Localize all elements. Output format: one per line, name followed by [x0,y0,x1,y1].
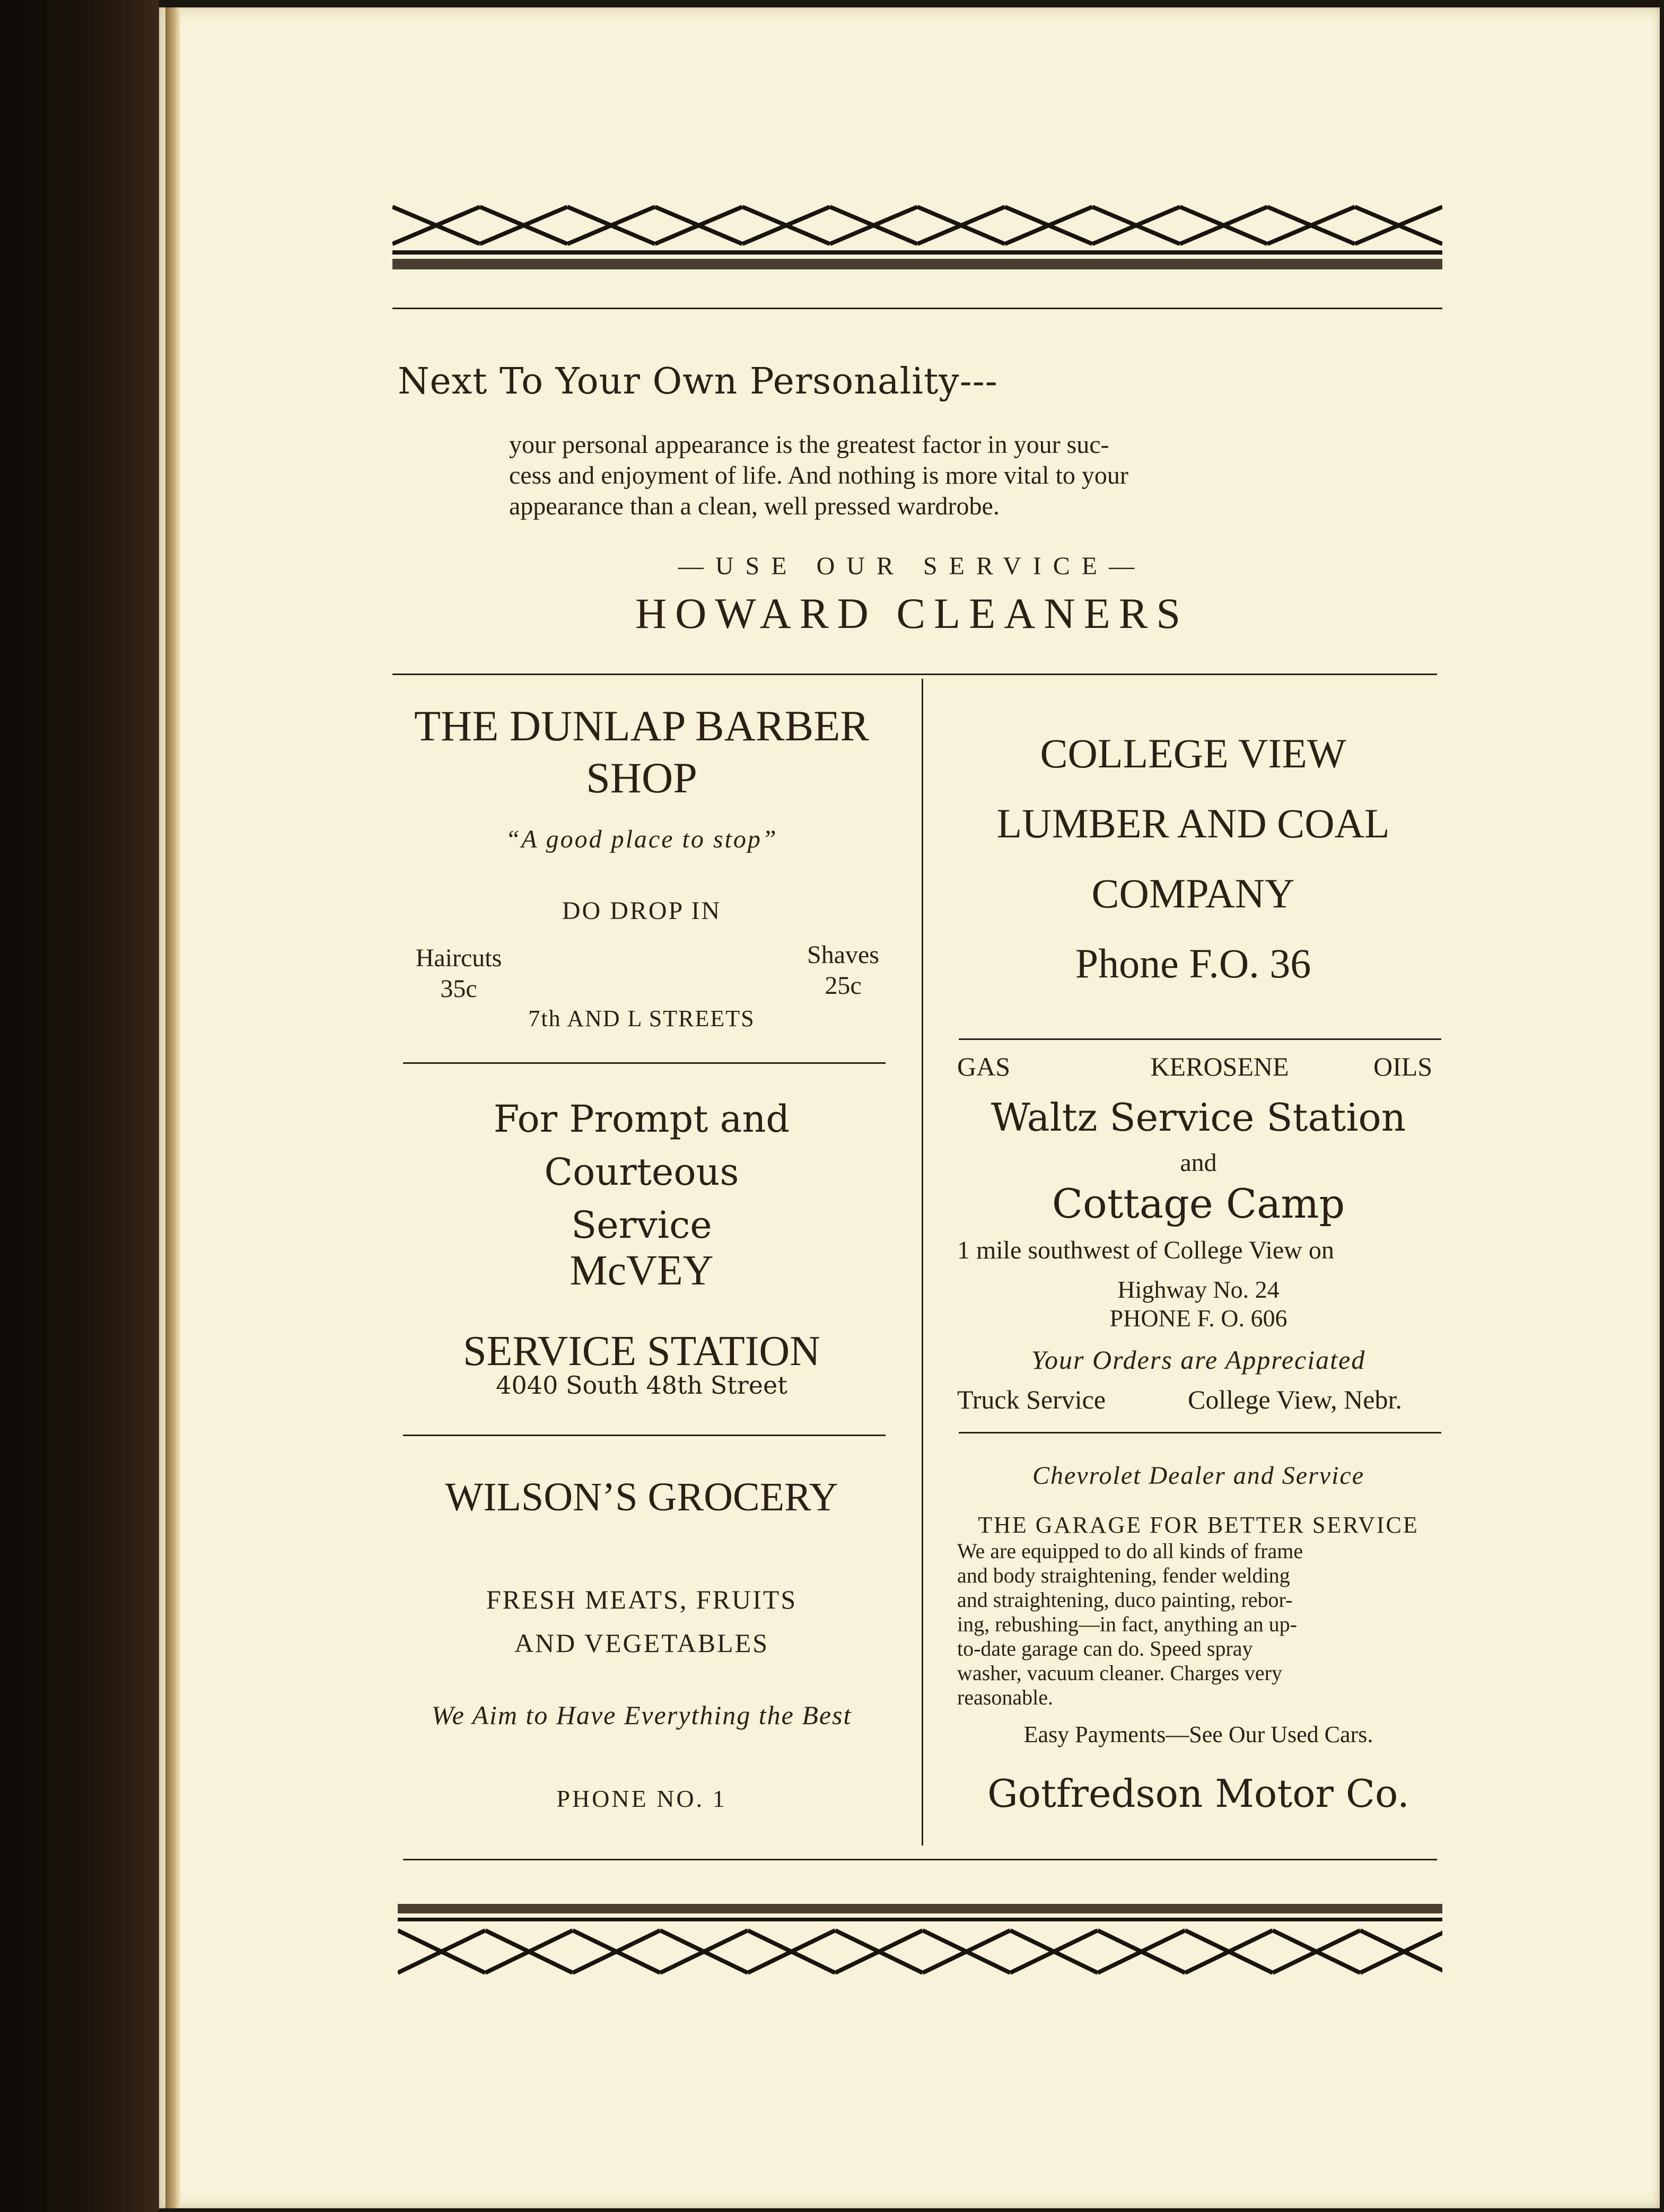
ornament-cross [1185,1930,1273,1973]
haircuts-label: Haircuts [415,944,502,972]
waltz-truck-service: Truck Service [957,1385,1106,1414]
gotfredson-desc-line: washer, vacuum cleaner. Charges very [957,1661,1282,1685]
howard-body [509,430,1326,522]
haircuts-price: 35c [440,975,477,1003]
gotfredson-desc-line: We are equipped to do all kinds of frame [957,1539,1303,1563]
ornament-cross [480,207,567,244]
ornament-cross [398,1930,485,1973]
top-cross-pattern [392,207,1442,244]
waltz-and: and [1180,1149,1217,1177]
page-edge [165,7,180,2208]
gotfredson-description [957,1539,1445,1710]
ornament-cross [1360,1930,1442,1973]
top-decorative-border [392,191,1442,276]
mcvey-name-line2: SERVICE STATION [463,1328,820,1375]
ornament-cross [835,1930,923,1973]
column-divider [922,679,923,1846]
howard-body-line: cess and enjoyment of life. And nothing is more vital to your [509,461,1128,489]
rule-left-1 [403,1062,886,1064]
gotfredson-desc-line: and straightening, duco painting, rebor- [957,1588,1293,1612]
dunlap-title-line2: SHOP [586,754,697,802]
waltz-gas: GAS [957,1052,1011,1081]
dunlap-title-line1: THE DUNLAP BARBER [414,702,869,750]
ornament-cross [1267,207,1355,244]
college-view-line2: LUMBER AND COAL [996,800,1390,846]
shaves-label: Shaves [807,941,879,969]
use-our-service: —USE OUR SERVICE— [678,552,1146,580]
waltz-phone: PHONE F. O. 606 [1109,1305,1288,1332]
mcvey-intro-line1: For Prompt and Courteous [493,1097,790,1194]
ornament-cross [1273,1930,1360,1973]
waltz-location-phone [944,1275,1453,1333]
shaves-price: 25c [825,972,862,1000]
ornament-cross [573,1930,660,1973]
bottom-rule [403,1859,1437,1860]
ornament-cross [567,207,655,244]
college-view-lumber [944,719,1442,999]
waltz-name: Waltz Service Station [991,1095,1406,1140]
ornament-cross [1010,1930,1098,1973]
rule-right-2 [959,1432,1441,1433]
gotfredson-garage: THE GARAGE FOR BETTER SERVICE [978,1512,1419,1538]
dunlap-title [392,700,891,804]
mcvey-name [392,1230,891,1392]
mcvey-intro [392,1092,891,1252]
dunlap-drop-in: DO DROP IN [562,897,722,925]
howard-body-line: appearance than a clean, well pressed wardrobe. [509,492,1000,520]
book-spine [0,0,159,2212]
wilson-fresh-line2: AND VEGETABLES [514,1628,769,1658]
wilson-name: WILSON’S GROCERY [445,1475,838,1519]
haircuts-block [395,943,522,1004]
howard-body-line: your personal appearance is the greatest factor in your suc- [509,431,1109,459]
wilson-fresh [392,1578,891,1665]
college-view-line3: COMPANY [1091,870,1295,916]
waltz-location-line2: Highway No. 24 [1117,1276,1280,1303]
waltz-oils: OILS [1373,1052,1433,1081]
ornament-cross [1180,207,1267,244]
college-view-phone: Phone F.O. 36 [1075,940,1311,986]
top-rule [392,308,1442,309]
dunlap-slogan: “A good place to stop” [505,825,778,853]
wilson-phone: PHONE NO. 1 [556,1785,727,1812]
gotfredson-name: Gotfredson Motor Co. [987,1771,1409,1816]
gotfredson-dealer: Chevrolet Dealer and Service [1032,1462,1365,1490]
ornament-cross [485,1930,573,1973]
bottom-decorative-border [398,1904,1442,1983]
waltz-appreciated: Your Orders are Appreciated [1031,1345,1366,1375]
wilson-aim: We Aim to Have Everything the Best [431,1700,852,1730]
ornament-cross [1098,1930,1185,1973]
ornament-cross [917,207,1005,244]
gotfredson-desc-line: ing, rebushing—in fact, anything an up- [957,1612,1297,1636]
section-rule-1 [392,674,1437,675]
gotfredson-desc-line: and body straightening, fender welding [957,1563,1290,1587]
rule-left-2 [403,1435,886,1436]
dunlap-address: 7th AND L STREETS [528,1006,755,1031]
ornament-cross [1005,207,1092,244]
ornament-cross [923,1930,1010,1973]
rule-right-1 [959,1038,1441,1040]
howard-headline: Next To Your Own Personality--- [398,361,998,403]
gotfredson-payments: Easy Payments—See Our Used Cars. [1023,1721,1373,1747]
gotfredson-desc-line: reasonable. [957,1685,1054,1709]
shaves-block [780,940,907,1001]
waltz-city: College View, Nebr. [1188,1385,1402,1414]
ornament-cross [655,207,742,244]
wilson-fresh-line1: FRESH MEATS, FRUITS [486,1585,798,1614]
howard-cleaners-name: HOWARD CLEANERS [635,589,1189,637]
bottom-cross-pattern [398,1930,1442,1973]
ornament-cross [660,1930,748,1973]
waltz-kerosene: KEROSENE [1150,1052,1289,1081]
ornament-cross [830,207,917,244]
mcvey-name-line1: McVEY [570,1247,714,1294]
waltz-camp: Cottage Camp [1052,1180,1345,1227]
ornament-cross [748,1930,835,1973]
ornament-cross [392,207,480,244]
college-view-line1: COLLEGE VIEW [1040,730,1346,776]
ornament-cross [1355,207,1442,244]
waltz-location-line1: 1 mile southwest of College View on [957,1236,1334,1264]
ornament-cross [1092,207,1180,244]
mcvey-intro-line2: Service [571,1203,712,1247]
mcvey-address: 4040 South 48th Street [496,1371,787,1400]
gotfredson-desc-line: to-date garage can do. Speed spray [957,1637,1253,1660]
ornament-cross [742,207,830,244]
